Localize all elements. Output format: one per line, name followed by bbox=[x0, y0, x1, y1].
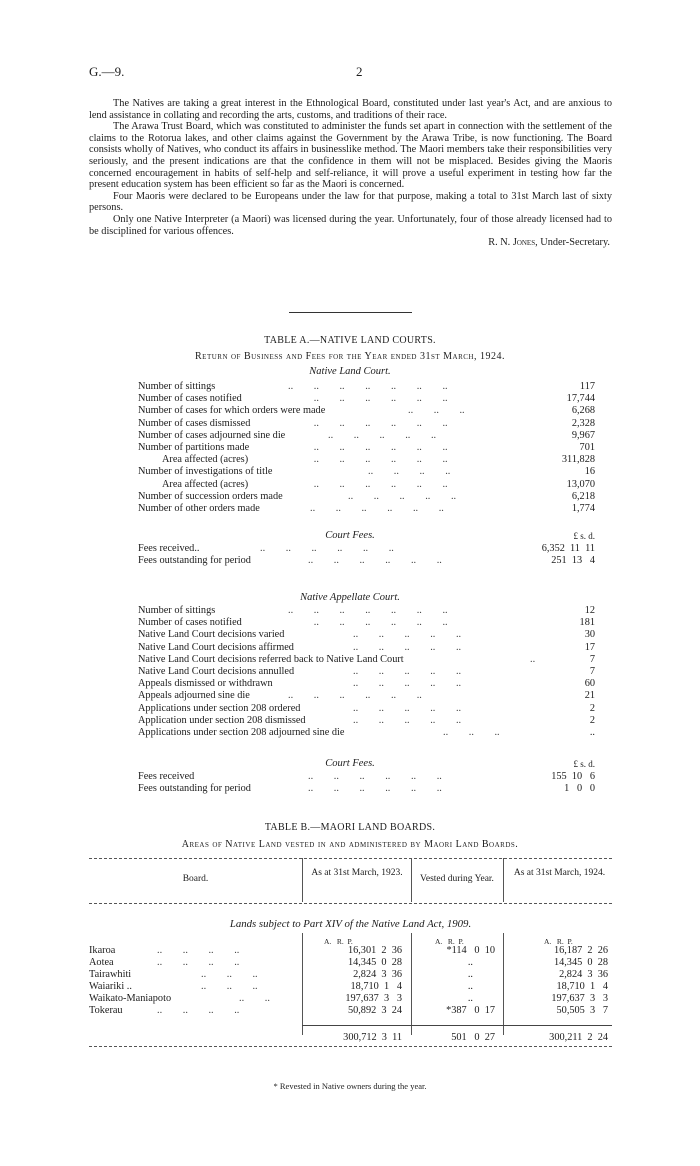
column-header-1924: As at 31st March, 1924. bbox=[513, 868, 606, 878]
value-vested: *114 0 10 bbox=[446, 945, 495, 956]
row-value: 155 10 6 bbox=[547, 771, 595, 783]
column-header-board: Board. bbox=[182, 874, 209, 884]
nac-heading: Native Appellate Court. bbox=[300, 592, 400, 603]
row-value: 17,744 bbox=[563, 393, 595, 405]
list-item: Native Land Court decisions referred back to Native Land Court .. 7 bbox=[138, 653, 595, 665]
divider bbox=[289, 312, 412, 313]
list-item: Area affected (acres) .. .. .. .. .. .. 13,070 bbox=[162, 478, 595, 490]
row-value: 13,070 bbox=[563, 479, 595, 491]
board-name: Ikaroa bbox=[89, 945, 116, 956]
units-header: A. R. P. bbox=[435, 937, 464, 946]
list-item: Number of sittings .. .. .. .. .. .. .. 117 bbox=[138, 381, 595, 392]
value-1924: 2,824 3 36 bbox=[559, 969, 608, 980]
value-1923: 14,345 0 28 bbox=[347, 957, 402, 968]
row-label: Number of cases notified bbox=[138, 393, 242, 405]
row-value: .. bbox=[586, 727, 595, 739]
paragraph: The Arawa Trust Board, which was constituted to administer the funds set apart in connection with the settlement of the claims to the Rotorua lakes, and other claims against the Government by the Arawa Tribe, is now functioning. The Board consists wholly of Natives, who conduct its affairs in businesslike method. The Maori members take their responsibilities very seriously, and the present indications are that the confidence in them will not be misplaced. Besides giving the Maoris concerned encouragement in habits of self-help and self-reliance, it will prove a useful experiment in testing how far the present education system has been efficient so far as the Maori is concerned. bbox=[89, 121, 612, 191]
row-value: 701 bbox=[576, 442, 595, 454]
list-item: Fees outstanding for period .. .. .. .. .. .. 251 13 4 bbox=[138, 555, 595, 567]
nac-fees-heading: Court Fees. bbox=[325, 758, 375, 769]
list-item: Applications under section 208 ordered .. .. .. .. .. 2 bbox=[138, 702, 595, 714]
value-1923: 18,710 1 4 bbox=[350, 981, 402, 992]
list-item: Application under section 208 dismissed .. .. .. .. .. 2 bbox=[138, 714, 595, 726]
row-label: Fees received bbox=[138, 771, 195, 782]
value-vested: .. bbox=[467, 969, 473, 980]
row-value: 181 bbox=[576, 617, 595, 629]
nlc-rows bbox=[138, 381, 597, 515]
list-item: Fees received .. .. .. .. .. .. 155 10 6 bbox=[138, 771, 595, 782]
row-value: 7 bbox=[586, 654, 595, 666]
list-item: Number of cases notified .. .. .. .. .. .. 17,744 bbox=[138, 393, 595, 405]
list-item: Number of other orders made .. .. .. .. .. .. 1,774 bbox=[138, 502, 595, 514]
row-label: Native Land Court decisions annulled bbox=[138, 665, 295, 677]
table-a-title: TABLE A.—NATIVE LAND COURTS. bbox=[264, 335, 436, 346]
money-header: £ s. d. bbox=[569, 530, 595, 542]
board-name: Tokerau bbox=[89, 1005, 123, 1016]
list-item: Area affected (acres) .. .. .. .. .. .. 311,828 bbox=[162, 454, 595, 466]
units-header: A. R. P. bbox=[324, 937, 353, 946]
nlc-fees-heading: Court Fees. bbox=[325, 530, 375, 541]
value-vested: .. bbox=[467, 981, 473, 992]
intro-text bbox=[89, 98, 612, 249]
board-name: Tairawhiti bbox=[89, 969, 132, 980]
row-value: 311,828 bbox=[558, 454, 595, 466]
paragraph: Four Maoris were declared to be Europeans under the law for that purpose, making a total to 31st March last of sixty persons. bbox=[89, 190, 612, 214]
row-value: 12 bbox=[581, 605, 595, 617]
list-item: Number of cases for which orders were made .. .. .. 6,268 bbox=[138, 405, 595, 417]
list-item: Appeals adjourned sine die .. .. .. .. .. .. 21 bbox=[138, 690, 595, 702]
board-name: Waikato-Maniapoto bbox=[89, 993, 172, 1004]
section-heading: Lands subject to Part XIV of the Native Land Act, 1909. bbox=[229, 918, 472, 930]
list-item: Fees received.. .. .. .. .. .. .. 6,352 11 11 bbox=[138, 543, 595, 554]
list-item: Number of succession orders made .. .. .. .. .. 6,218 bbox=[138, 490, 595, 502]
row-value: 7 bbox=[586, 666, 595, 678]
row-value: 251 13 4 bbox=[547, 555, 595, 567]
row-value: 6,352 11 11 bbox=[538, 543, 595, 555]
row-label: Application under section 208 dismissed bbox=[138, 714, 306, 726]
row-value: 1 0 0 bbox=[560, 783, 595, 795]
row-label: Number of cases notified bbox=[138, 617, 242, 629]
value-1924: 197,637 3 3 bbox=[551, 993, 608, 1004]
list-item: Number of sittings .. .. .. .. .. .. .. 12 bbox=[138, 605, 595, 616]
nlc-fees bbox=[138, 543, 597, 567]
list-item: Number of cases adjourned sine die .. .. .. .. .. 9,967 bbox=[138, 429, 595, 441]
units-header: A. R. P. bbox=[544, 937, 573, 946]
list-item: Native Land Court decisions affirmed .. .. .. .. .. 17 bbox=[138, 641, 595, 653]
row-value: 6,268 bbox=[568, 405, 595, 417]
value-1924: 50,505 3 7 bbox=[556, 1005, 608, 1016]
row-label: Applications under section 208 adjourned sine die bbox=[138, 726, 345, 738]
row-label: Number of cases for which orders were made bbox=[138, 405, 326, 417]
row-label: Appeals dismissed or withdrawn bbox=[138, 678, 273, 690]
board-name: Waiariki .. bbox=[89, 981, 132, 992]
value-vested: *387 0 17 bbox=[446, 1005, 495, 1016]
row-value: 6,218 bbox=[568, 491, 595, 503]
signature bbox=[89, 237, 612, 249]
row-label: Number of sittings bbox=[138, 605, 216, 616]
board-name: Aotea bbox=[89, 957, 114, 968]
list-item: Applications under section 208 adjourned sine die .. .. .. .. bbox=[138, 726, 595, 738]
row-label: Number of partitions made bbox=[138, 441, 250, 453]
row-label: Native Land Court decisions varied bbox=[138, 629, 285, 641]
row-label: Fees received.. bbox=[138, 543, 200, 554]
nlc-heading: Native Land Court. bbox=[309, 366, 391, 377]
value-1924: 16,187 2 26 bbox=[553, 945, 608, 956]
total-vested: 501 0 27 bbox=[451, 1032, 495, 1043]
row-label: Number of other orders made bbox=[138, 502, 260, 514]
paragraph: The Natives are taking a great interest in the Ethnological Board, constituted under last year's Act, and are anxious to lend assistance in collating and recording the arts, customs, and traditions of their race. bbox=[89, 98, 612, 121]
row-label: Fees outstanding for period bbox=[138, 783, 251, 795]
value-1923: 16,301 2 36 bbox=[347, 945, 402, 956]
total-1924: 300,211 2 24 bbox=[549, 1032, 608, 1043]
row-label: Number of sittings bbox=[138, 381, 216, 392]
series-code: G.—9. bbox=[89, 64, 125, 79]
document-page: G.—9. 2 The Natives are taking a great interest in the Ethnological Board, constituted under last year's Act, and are anxious to lend assistance in collating and recording the arts, customs, and traditions of their race. The Arawa Trust Board, which was constituted to administer the funds set apart in connection with the settlement of the claims to the Rotorua lakes, and other claims against the Government by the Arawa Tribe, is now functioning. The Board consists wholly of Natives, who conduct its affairs in businesslike method. The Maori members take their responsibilities very seriously, and the present indications are that the confidence in them will not be misplaced. Besides giving the Maoris concerned encouragement in habits of self-help and self-reliance, it will prove a useful experiment in testing how far the present education system has been efficient so far as the Maori is concerned. Four Maoris were declared to be Europeans under the law for that purpose, making a total to 31st March last of sixty persons. Only one Native Interpreter (a Maori) was licensed during the year. Unfortunately, four of those already licensed had to be disciplined for various offences. R. N. Jones, Under-Secretary. TABLE A.—NATIVE LAND COURTS. Return of Business and Fees for the Year ended 31st March, 1924. Native Land Court. Number of sittings .. .. .. .. .. .. .. 117 Number of cases notified .. .. .. .. .. .. 17,744 Number of cases for which orders were made .. .. .. 6,268 Number of cases dismissed .. .. .. .. .. .. 2,328 Number of cases adjourned sine die .. .. .. .. .. 9,967 Number of partitions made .. .. .. .. .. .. 701 Area affected (acres) .. .. .. .. .. .. 311,828 Number of investigations of title .. .. .. .. 16 Area affected (acres) .. .. .. .. .. .. 13,070 Number of succession orders made .. .. .. .. .. 6,218 Number of other orders made .. .. .. .. .. .. 1,774 Court Fees. £ s. d. Fees received.. .. .. .. .. .. .. 6,352 11 11 Fees outstanding for period .. .. .. .. .. .. 251 13 4 Native Appellate Court. Number of sittings .. .. .. .. .. .. .. 12 Number of cases notified .. .. .. .. .. .. 181 Native Land Court decisions varied .. .. .. .. .. 30 Native Land Court decisions affirmed .. .. .. .. .. 17 Native Land Court decisions referred back to Native Land Court .. 7 Native Land Court decisions annulled .. .. .. .. .. 7 Appeals dismissed or withdrawn .. .. .. .. .. 60 Appeals adjourned sine die .. .. .. .. .. .. 21 Applications under section 208 ordered .. .. .. .. .. 2 Application under section 208 dismissed .. .. .. .. .. 2 Applications under section 208 adjourned sine die .. .. .. .. Court Fees. £ s. d. Fees received .. .. .. .. .. .. 155 10 6 Fees outstanding for period .. .. .. .. .. .. 1 0 0 TABLE B.—MAORI LAND BOARDS. Areas of Native Land vested in and administered by Maori Land Boards. Board. As at 31st March, 1923. Vested during Year. As at 31st March, 1924. Lands subject to Part XIV of the Native Land Act, 1909. A. R. P. A. R. P. A. R. P. Ikaroa .. .. .. .. 16,301 2 36 *114 0 10 16,187 2 26 Aotea .. .. .. .. 14,345 0 28 .. 14,345 0 28 Tairawhiti .. .. .. 2,824 3 36 .. 2,824 3 36 Waiariki .. .. .. .. 18,710 1 4 .. 18,710 1 4 Waikato-Maniapoto .. .. 197,637 3 3 .. 197,637 3 3 Tokerau .. .. .. .. 50,892 3 24 *387 0 17 50,505 3 7 300,712 3 11 501 0 27 300,211 2 24 * Revested in Native owners during the year. bbox=[0, 0, 700, 1166]
row-value: 21 bbox=[581, 690, 595, 702]
row-value: 117 bbox=[576, 381, 595, 393]
list-item: Number of cases notified .. .. .. .. .. .. 181 bbox=[138, 617, 595, 629]
column-header-1923: As at 31st March, 1923. bbox=[311, 868, 403, 878]
table-a-subtitle: Return of Business and Fees for the Year ended 31st March, 1924. bbox=[195, 351, 505, 362]
money-header: £ s. d. bbox=[569, 758, 595, 770]
row-label: Appeals adjourned sine die bbox=[138, 690, 250, 702]
page-number: 2 bbox=[356, 64, 363, 79]
signature-title: , Under-Secretary. bbox=[535, 237, 610, 249]
row-value: 2,328 bbox=[568, 418, 595, 430]
row-label: Area affected (acres) bbox=[162, 478, 249, 490]
nac-rows bbox=[138, 605, 597, 739]
row-value: 60 bbox=[581, 678, 595, 690]
row-label: Number of investigations of title bbox=[138, 466, 273, 478]
paragraph: Only one Native Interpreter (a Maori) was licensed during the year. Unfortunately, four of those already licensed had to be disciplined for various offences. bbox=[89, 213, 612, 237]
value-vested: .. bbox=[467, 993, 473, 1004]
row-value: 9,967 bbox=[568, 430, 595, 442]
list-item: Appeals dismissed or withdrawn .. .. .. .. .. 60 bbox=[138, 678, 595, 690]
table-b-subtitle: Areas of Native Land vested in and administered by Maori Land Boards. bbox=[181, 839, 519, 850]
list-item: Fees outstanding for period .. .. .. .. .. .. 1 0 0 bbox=[138, 783, 595, 795]
row-value: 2 bbox=[586, 703, 595, 715]
nac-fees bbox=[138, 771, 597, 795]
row-label: Number of cases dismissed bbox=[138, 417, 251, 429]
row-label: Native Land Court decisions affirmed bbox=[138, 641, 294, 653]
footnote: * Revested in Native owners during the year. bbox=[273, 1081, 427, 1091]
row-label: Area affected (acres) bbox=[162, 454, 249, 466]
column-header-vested: Vested during Year. bbox=[420, 874, 494, 884]
row-value: 30 bbox=[581, 629, 595, 641]
row-value: 16 bbox=[581, 466, 595, 478]
value-1923: 2,824 3 36 bbox=[353, 969, 402, 980]
row-label: Number of succession orders made bbox=[138, 490, 283, 502]
row-value: 17 bbox=[581, 642, 595, 654]
signature-name: R. N. Jones bbox=[488, 237, 536, 249]
row-label: Native Land Court decisions referred back to Native Land Court bbox=[138, 653, 404, 665]
total-1923: 300,712 3 11 bbox=[343, 1032, 402, 1043]
list-item: Native Land Court decisions annulled .. .. .. .. .. 7 bbox=[138, 665, 595, 677]
row-label: Number of cases adjourned sine die bbox=[138, 429, 286, 441]
list-item: Native Land Court decisions varied .. .. .. .. .. 30 bbox=[138, 629, 595, 641]
list-item: Number of cases dismissed .. .. .. .. .. .. 2,328 bbox=[138, 417, 595, 429]
list-item: Number of investigations of title .. .. .. .. 16 bbox=[138, 466, 595, 478]
value-vested: .. bbox=[467, 957, 473, 968]
list-item: Number of partitions made .. .. .. .. .. .. 701 bbox=[138, 441, 595, 453]
row-label: Applications under section 208 ordered bbox=[138, 702, 301, 714]
table-b-title: TABLE B.—MAORI LAND BOARDS. bbox=[264, 822, 436, 833]
value-1923: 197,637 3 3 bbox=[345, 993, 402, 1004]
row-value: 1,774 bbox=[568, 503, 595, 515]
value-1924: 14,345 0 28 bbox=[553, 957, 608, 968]
value-1924: 18,710 1 4 bbox=[556, 981, 608, 992]
row-label: Fees outstanding for period bbox=[138, 555, 251, 567]
row-value: 2 bbox=[586, 715, 595, 727]
value-1923: 50,892 3 24 bbox=[347, 1005, 402, 1016]
